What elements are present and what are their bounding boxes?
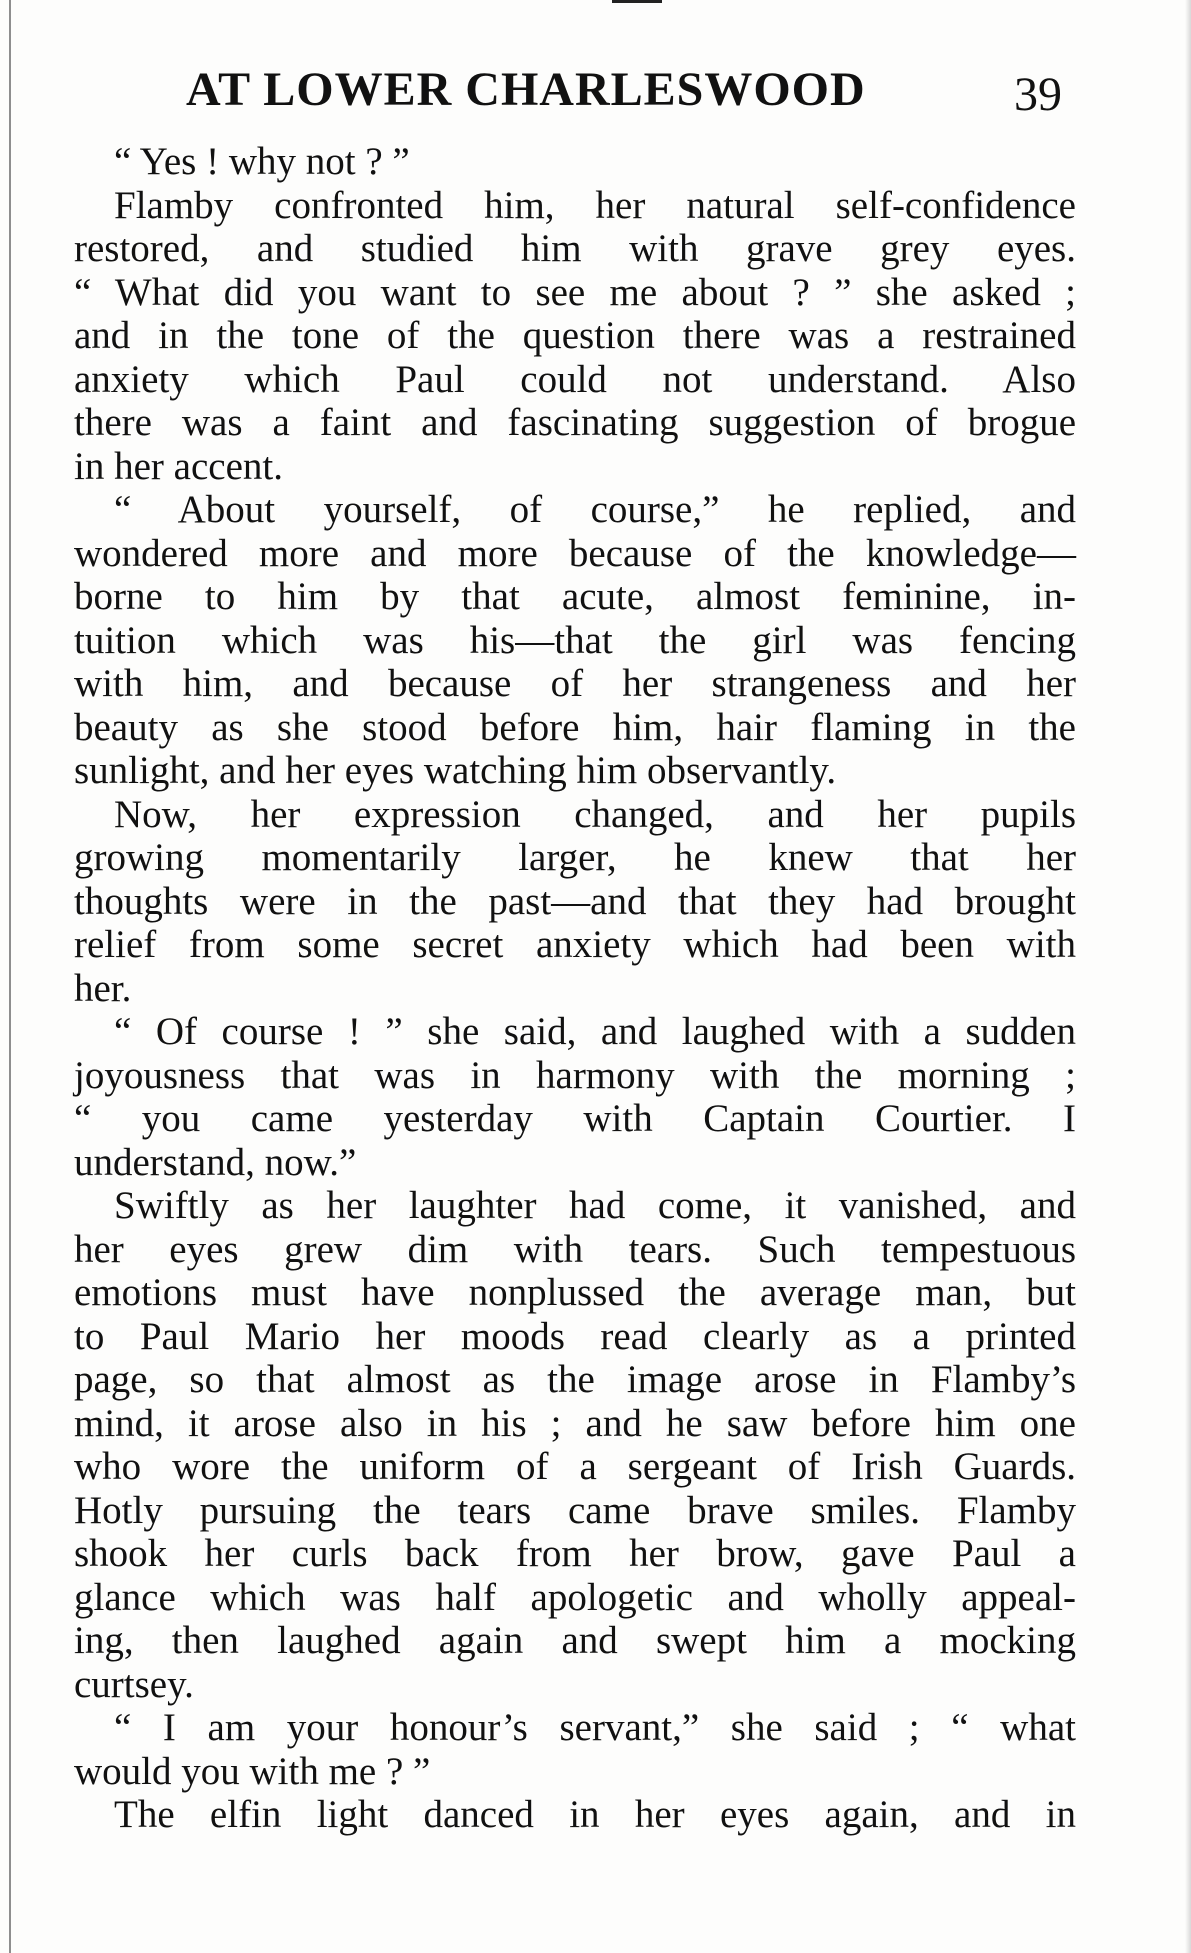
text-line: Now, her expression changed, and her pupils [114,792,1076,836]
page-header [70,62,1080,132]
text-line: who wore the uniform of a sergeant of Irish Guards. [74,1445,1076,1488]
text-line: beauty as she stood before him, hair flaming in the [74,705,1076,749]
text-line: “ Yes ! why not ? ” [114,140,410,183]
body-text [74,140,1076,1837]
text-line: “ What did you want to see me about ? ” she asked ; [74,270,1076,314]
text-line: page, so that almost as the image arose in Flamby’s [74,1358,1076,1401]
scan-top-mark [612,0,662,3]
text-line: Flamby confronted him, her natural self-confidence [114,183,1076,227]
text-line: understand, now.” [74,1140,357,1184]
scan-gutter-line [9,0,11,1953]
text-line: and in the tone of the question there was a restrained [74,314,1076,357]
text-line: tuition which was his—that the girl was fencing [74,618,1076,662]
text-line: restored, and studied him with grave grey eyes. [74,227,1076,270]
text-line: ing, then laughed again and swept him a mocking [74,1619,1076,1662]
text-line: The elfin light danced in her eyes again, and in [114,1793,1076,1836]
text-line: emotions must have nonplussed the average man, but [74,1271,1076,1314]
text-line: “ I am your honour’s servant,” she said ; “ what [114,1706,1076,1749]
text-line: Swiftly as her laughter had come, it vanished, and [114,1184,1076,1227]
text-line: mind, it arose also in his ; and he saw before him one [74,1401,1076,1445]
text-line: borne to him by that acute, almost feminine, in- [74,575,1076,618]
running-title: AT LOWER CHARLESWOOD [186,63,866,116]
text-line: joyousness that was in harmony with the morning ; [74,1053,1076,1097]
text-line: “ About yourself, of course,” he replied, and [114,488,1076,531]
text-line: growing momentarily larger, he knew that her [74,836,1076,879]
text-line: with him, and because of her strangeness and her [74,662,1076,705]
text-line: to Paul Mario her moods read clearly as a printed [74,1314,1076,1358]
text-line: anxiety which Paul could not understand. Also [74,357,1076,401]
text-line: her. [74,966,132,1010]
text-line: sunlight, and her eyes watching him observantly. [74,749,837,792]
text-line: “ you came yesterday with Captain Courtier. I [74,1097,1076,1140]
page-number: 39 [1014,68,1062,121]
scan-right-edge [1185,0,1191,1953]
text-line: would you with me ? ” [74,1749,431,1793]
text-line: in her accent. [74,444,283,488]
text-line: Hotly pursuing the tears came brave smiles. Flamby [74,1488,1076,1532]
text-line: “ Of course ! ” she said, and laughed with a sudden [114,1010,1076,1053]
text-line: thoughts were in the past—and that they had brought [74,879,1076,923]
text-line: glance which was half apologetic and wholly appeal- [74,1575,1076,1619]
text-line: there was a faint and fascinating suggestion of brogue [74,401,1076,444]
text-line: relief from some secret anxiety which had been with [74,923,1076,966]
text-line: her eyes grew dim with tears. Such tempestuous [74,1227,1076,1271]
text-line: shook her curls back from her brow, gave Paul a [74,1532,1076,1575]
text-line: curtsey. [74,1662,194,1706]
text-line: wondered more and more because of the knowledge— [74,531,1076,575]
